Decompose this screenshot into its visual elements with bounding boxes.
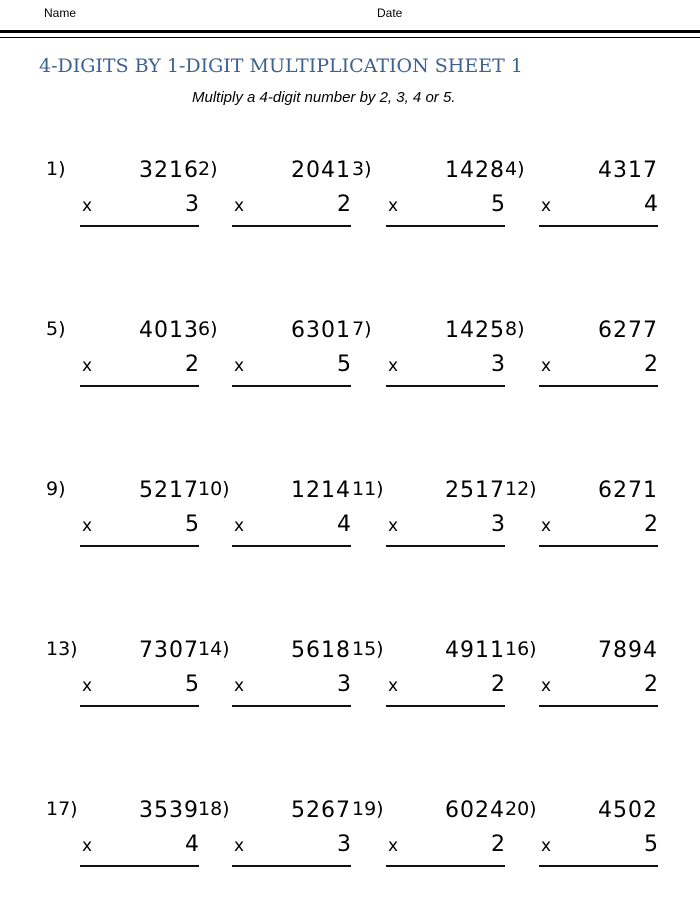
multiply-operator: x xyxy=(82,836,93,856)
multiply-operator: x xyxy=(234,516,245,536)
problem-number: 10) xyxy=(198,478,230,500)
problem-1 xyxy=(46,158,199,238)
header-rule-thin xyxy=(0,37,700,38)
sheet-title: 4-DIGITS BY 1-DIGIT MULTIPLICATION SHEET 1 xyxy=(39,55,523,77)
multiplicand: 1425 xyxy=(445,318,505,343)
multiply-operator: x xyxy=(388,516,399,536)
instructions: Multiply a 4-digit number by 2, 3, 4 or 5. xyxy=(192,89,456,106)
answer-line xyxy=(539,705,658,707)
multiplicand: 6277 xyxy=(598,318,658,343)
answer-line xyxy=(386,545,505,547)
problem-number: 9) xyxy=(46,478,66,500)
multiply-operator: x xyxy=(541,516,552,536)
answer-line xyxy=(539,865,658,867)
multiplier: 2 xyxy=(491,832,505,857)
multiply-operator: x xyxy=(234,356,245,376)
multiplicand: 6301 xyxy=(291,318,351,343)
problem-number: 1) xyxy=(46,158,66,180)
header-rule-thick xyxy=(0,30,700,33)
multiplier: 5 xyxy=(185,672,199,697)
problem-17 xyxy=(46,798,199,878)
multiplier: 5 xyxy=(491,192,505,217)
answer-line xyxy=(80,225,199,227)
problem-number: 5) xyxy=(46,318,66,340)
multiplier: 4 xyxy=(185,832,199,857)
problem-12 xyxy=(505,478,658,558)
multiplicand: 2041 xyxy=(291,158,351,183)
problem-15 xyxy=(352,638,505,718)
multiply-operator: x xyxy=(388,836,399,856)
multiply-operator: x xyxy=(541,196,552,216)
multiplier: 2 xyxy=(644,672,658,697)
multiplicand: 3539 xyxy=(139,798,199,823)
answer-line xyxy=(386,385,505,387)
multiply-operator: x xyxy=(541,836,552,856)
problem-number: 19) xyxy=(352,798,384,820)
multiplicand: 5267 xyxy=(291,798,351,823)
multiply-operator: x xyxy=(541,356,552,376)
problem-number: 13) xyxy=(46,638,78,660)
multiplicand: 5217 xyxy=(139,478,199,503)
multiplicand: 4911 xyxy=(445,638,505,663)
multiplicand: 6024 xyxy=(445,798,505,823)
multiply-operator: x xyxy=(388,356,399,376)
answer-line xyxy=(386,865,505,867)
problem-13 xyxy=(46,638,199,718)
problem-6 xyxy=(198,318,351,398)
multiplicand: 4013 xyxy=(139,318,199,343)
multiplier: 5 xyxy=(185,512,199,537)
answer-line xyxy=(386,225,505,227)
answer-line xyxy=(539,545,658,547)
multiply-operator: x xyxy=(82,516,93,536)
problem-7 xyxy=(352,318,505,398)
multiplicand: 6271 xyxy=(598,478,658,503)
multiply-operator: x xyxy=(234,836,245,856)
multiplicand: 5618 xyxy=(291,638,351,663)
problem-4 xyxy=(505,158,658,238)
multiplier: 5 xyxy=(337,352,351,377)
multiply-operator: x xyxy=(388,676,399,696)
multiplier: 2 xyxy=(644,352,658,377)
problem-number: 18) xyxy=(198,798,230,820)
problem-number: 15) xyxy=(352,638,384,660)
problem-number: 3) xyxy=(352,158,372,180)
multiplicand: 4317 xyxy=(598,158,658,183)
answer-line xyxy=(80,865,199,867)
problem-number: 16) xyxy=(505,638,537,660)
multiply-operator: x xyxy=(388,196,399,216)
multiply-operator: x xyxy=(234,196,245,216)
problem-number: 14) xyxy=(198,638,230,660)
problem-5 xyxy=(46,318,199,398)
multiply-operator: x xyxy=(82,196,93,216)
problem-number: 4) xyxy=(505,158,525,180)
multiplicand: 2517 xyxy=(445,478,505,503)
multiplicand: 4502 xyxy=(598,798,658,823)
problem-8 xyxy=(505,318,658,398)
multiplicand: 7894 xyxy=(598,638,658,663)
problem-9 xyxy=(46,478,199,558)
answer-line xyxy=(80,545,199,547)
multiplier: 2 xyxy=(337,192,351,217)
multiplier: 3 xyxy=(491,512,505,537)
answer-line xyxy=(232,545,351,547)
multiplicand: 7307 xyxy=(139,638,199,663)
multiplier: 4 xyxy=(337,512,351,537)
problem-number: 11) xyxy=(352,478,384,500)
date-label: Date xyxy=(377,6,403,20)
multiplicand: 1428 xyxy=(445,158,505,183)
problem-number: 12) xyxy=(505,478,537,500)
multiply-operator: x xyxy=(82,356,93,376)
answer-line xyxy=(539,225,658,227)
multiplier: 3 xyxy=(491,352,505,377)
answer-line xyxy=(386,705,505,707)
problem-16 xyxy=(505,638,658,718)
multiplier: 5 xyxy=(644,832,658,857)
answer-line xyxy=(80,705,199,707)
problem-20 xyxy=(505,798,658,878)
multiply-operator: x xyxy=(541,676,552,696)
multiply-operator: x xyxy=(82,676,93,696)
problem-19 xyxy=(352,798,505,878)
answer-line xyxy=(539,385,658,387)
problem-number: 2) xyxy=(198,158,218,180)
answer-line xyxy=(232,225,351,227)
answer-line xyxy=(80,385,199,387)
problem-14 xyxy=(198,638,351,718)
name-label: Name xyxy=(44,6,77,20)
multiplier: 3 xyxy=(337,672,351,697)
problem-number: 20) xyxy=(505,798,537,820)
multiplier: 2 xyxy=(491,672,505,697)
problem-3 xyxy=(352,158,505,238)
problem-2 xyxy=(198,158,351,238)
multiply-operator: x xyxy=(234,676,245,696)
answer-line xyxy=(232,865,351,867)
problem-18 xyxy=(198,798,351,878)
problem-number: 6) xyxy=(198,318,218,340)
multiplicand: 1214 xyxy=(291,478,351,503)
multiplier: 2 xyxy=(644,512,658,537)
multiplier: 4 xyxy=(644,192,658,217)
multiplier: 3 xyxy=(337,832,351,857)
problem-11 xyxy=(352,478,505,558)
answer-line xyxy=(232,705,351,707)
multiplicand: 3216 xyxy=(139,158,199,183)
problem-number: 17) xyxy=(46,798,78,820)
multiplier: 2 xyxy=(185,352,199,377)
multiplier: 3 xyxy=(185,192,199,217)
problem-number: 8) xyxy=(505,318,525,340)
problem-10 xyxy=(198,478,351,558)
problem-number: 7) xyxy=(352,318,372,340)
answer-line xyxy=(232,385,351,387)
